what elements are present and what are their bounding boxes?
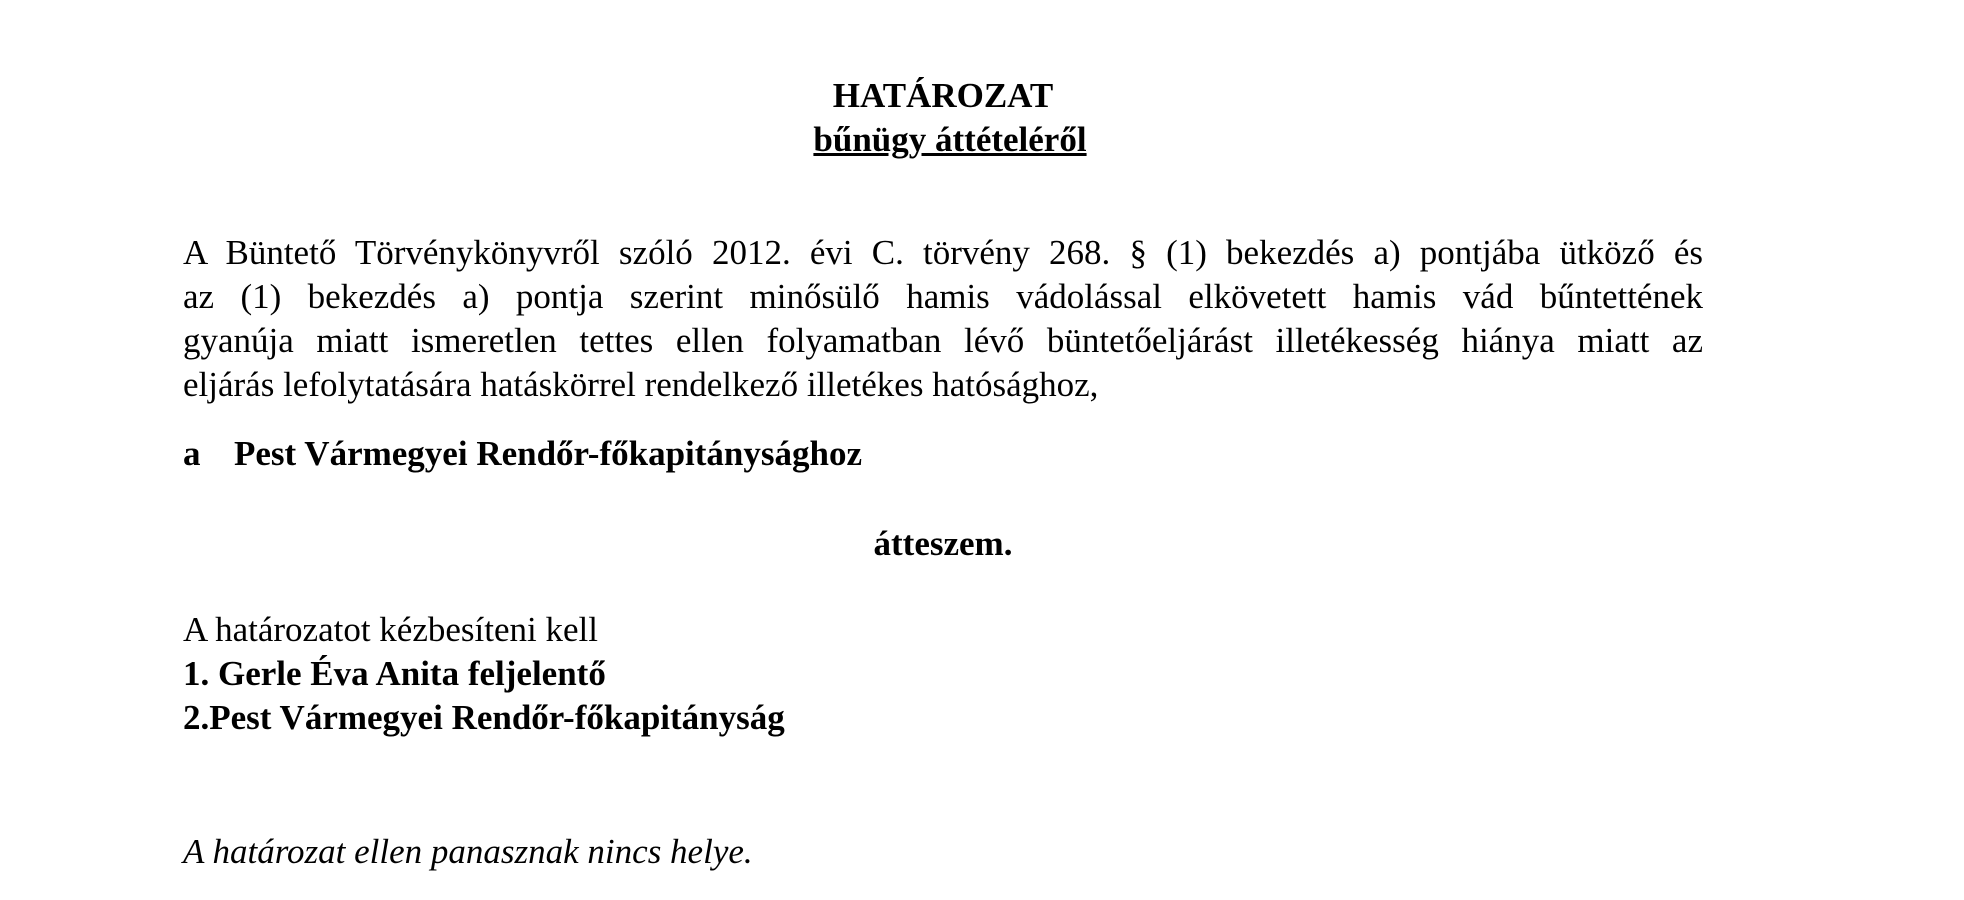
addressee-name: Pest Vármegyei Rendőr-főkapitánysághoz [234,434,863,473]
body-line: gyanúja miatt ismeretlen tettes ellen folyamatban lévő büntetőeljárást illetékesség hiánya miatt az [183,321,1703,360]
document-title: HATÁROZAT [832,76,1054,115]
body-line: eljárás lefolytatására hatáskörrel rendelkező illetékes hatósághoz, [183,365,1099,404]
remedy-note: A határozat ellen panasznak nincs helye. [183,832,753,871]
addressee-letter: a [183,434,201,473]
body-line: A Büntető Törvénykönyvről szóló 2012. évi C. törvény 268. § (1) bekezdés a) pontjába ütköző és [183,233,1703,272]
body-paragraph [183,231,1703,407]
recipient-item: 2.Pest Vármegyei Rendőr-főkapitányság [183,698,785,737]
document-subtitle: bűnügy áttételéről [813,120,1087,159]
delivery-intro: A határozatot kézbesíteni kell [183,610,598,649]
recipient-item: 1. Gerle Éva Anita feljelentő [183,654,606,693]
body-line: az (1) bekezdés a) pontja szerint minősülő hamis vádolással elkövetett hamis vád bűntettének [183,277,1703,316]
decision-text: átteszem. [873,524,1013,563]
document-subtitle-wrap [0,118,1886,162]
addressee-line [183,432,862,476]
